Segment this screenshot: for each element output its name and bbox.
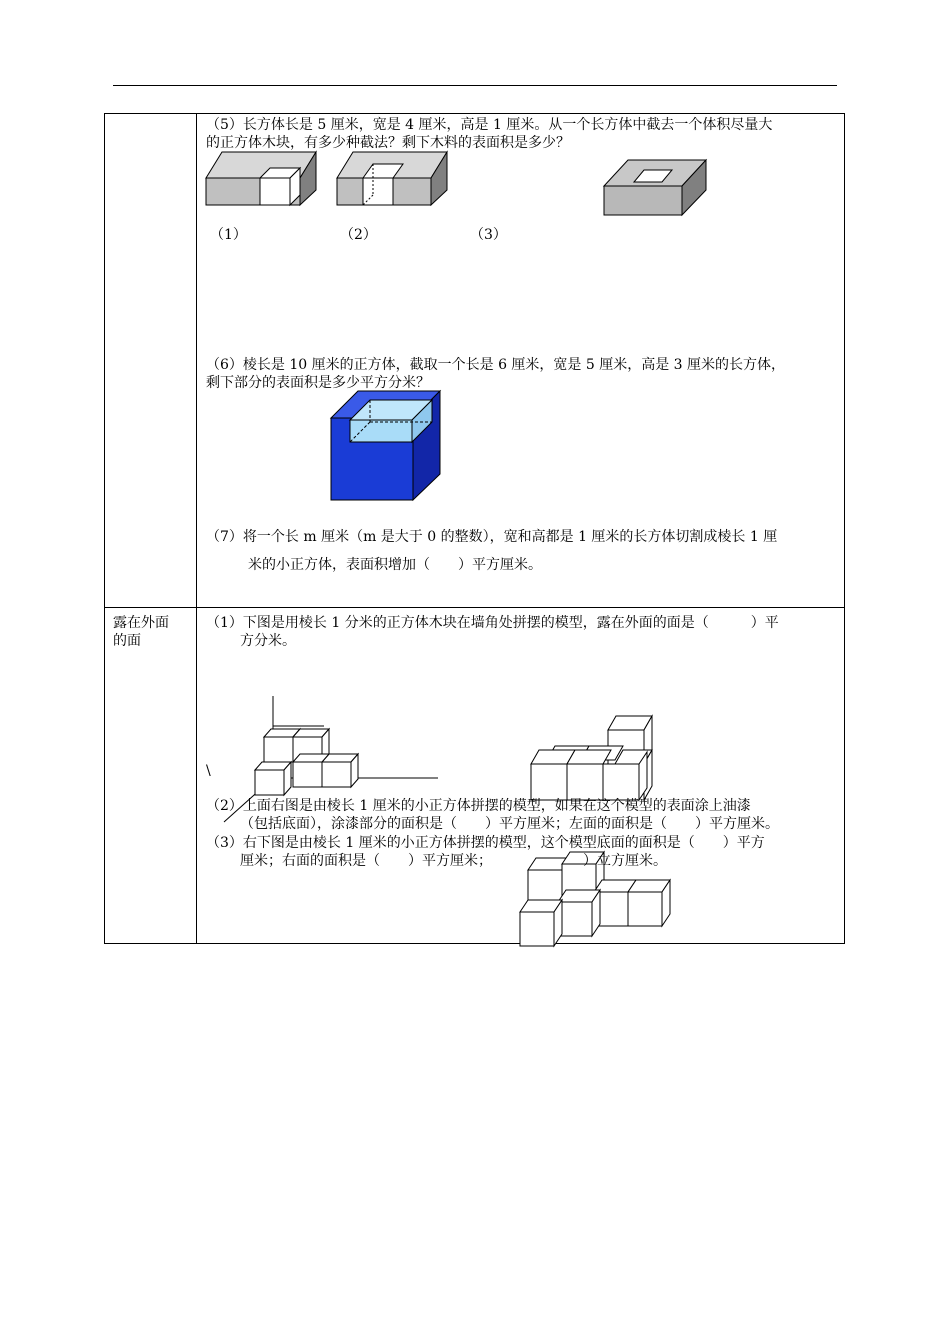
p1-line1: （1）下图是用棱长 1 分米的正方体木块在墙角处拼摆的模型，露在外面的面是（ ）平 — [206, 615, 779, 631]
q5-line2: 的正方体木块，有多少种截法？剩下木料的表面积是多少？ — [206, 135, 570, 151]
q7-line2: 米的小正方体，表面积增加（ ）平方厘米。 — [248, 557, 542, 573]
p2-line1: （2）上面右图是由棱长 1 厘米的小正方体拼摆的模型，如果在这个模型的表面涂上油漆 — [206, 798, 751, 814]
q6-cube-figure — [330, 390, 442, 502]
p2-line2: （包括底面），涂漆部分的面积是（ ）平方厘米；左面的面积是（ ）平方厘米。 — [240, 816, 779, 832]
p1-line2: 方分米。 — [240, 633, 296, 649]
q5-label-1: （1） — [210, 227, 247, 243]
corner-mark: \ — [206, 763, 211, 779]
q5-figure-1 — [204, 150, 320, 208]
q6-line2: 剩下部分的表面积是多少平方分米？ — [206, 375, 430, 391]
q5-figure-3 — [602, 158, 708, 218]
step-cube-model — [528, 712, 654, 804]
header-rule — [113, 85, 837, 86]
q6-line1: （6）棱长是 10 厘米的正方体，截取一个长是 6 厘米，宽是 5 厘米，高是 3 厘米的长方体， — [206, 357, 786, 373]
p3-line1: （3）右下图是由棱长 1 厘米的小正方体拼摆的模型，这个模型底面的面积是（ ）平方 — [206, 835, 765, 851]
row-divider — [104, 607, 845, 608]
q5-label-2: （2） — [340, 227, 377, 243]
q5-line1: （5）长方体长是 5 厘米，宽是 4 厘米，高是 1 厘米。从一个长方体中截去一个体积尽量大 — [206, 117, 773, 133]
q5-label-3: （3） — [470, 227, 507, 243]
column-divider — [196, 113, 197, 944]
section-label: 露在外面的面 — [113, 615, 169, 649]
q5-figure-2 — [335, 150, 451, 208]
p3-line2: 厘米；右面的面积是（ ）平方厘米； ）立方厘米。 — [240, 853, 667, 869]
q7-line1: （7）将一个长 m 厘米（m 是大于 0 的整数），宽和高都是 1 厘米的长方体切割成棱长 1 厘 — [206, 529, 778, 545]
